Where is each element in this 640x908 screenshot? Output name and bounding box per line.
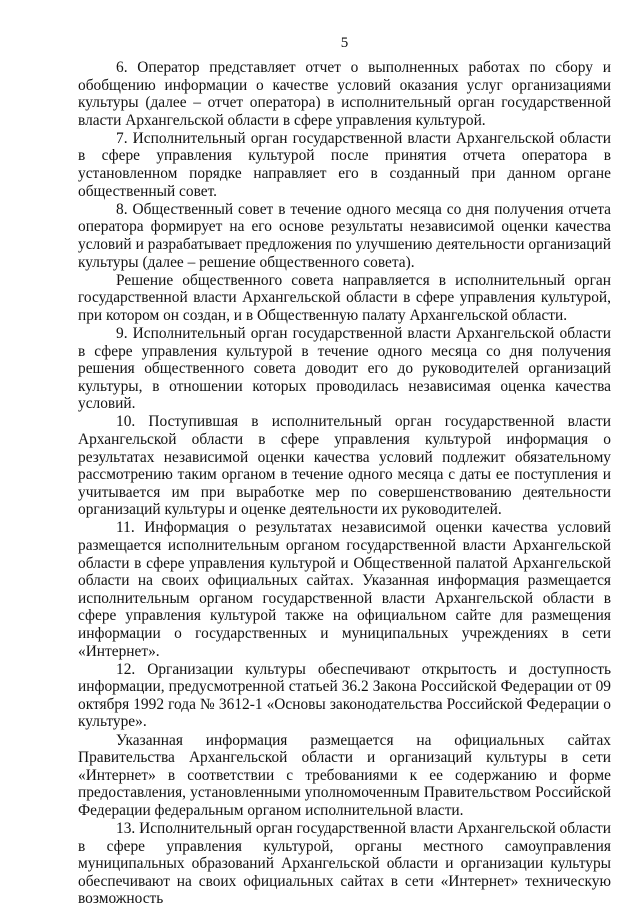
paragraph-6: 6. Оператор представляет отчет о выполненных работах по сбору и обобщению информации о качестве условий оказания услуг организациями культуры (далее – отчет оператора) в исполнительный орган государственной власти Архангельской области в сфере управления культурой. xyxy=(78,59,611,129)
paragraph-12: 12. Организации культуры обеспечивают открытость и доступность информации, предусмотренной статьей 36.2 Закона Российской Федерации от 09 октября 1992 года № 3612-1 «Основы законодательства Российской Федерации о культуре». xyxy=(78,660,611,731)
paragraph-7: 7. Исполнительный орган государственной власти Архангельской области в сфере управления культурой после принятия отчета оператора в установленном порядке направляет его в созданный при данном органе общественный совет. xyxy=(78,129,611,200)
paragraph-12-info: Указанная информация размещается на официальных сайтах Правительства Архангельской области и организаций культуры в сети «Интернет» в соответствии с требованиями к ее содержанию и форме предоставления, установленными уполномоченным Правительством Российской Федерации федеральным органом исполнительной власти. xyxy=(78,731,611,819)
paragraph-9: 9. Исполнительный орган государственной власти Архангельской области в сфере управления культурой в течение одного месяца со дня получения решения общественного совета доводит его до руководителей организаций культуры, в отношении которых проводилась независимая оценка качества условий. xyxy=(78,324,611,413)
paragraph-8-decision: Решение общественного совета направляется в исполнительный орган государственной власти Архангельской области в сфере управления культурой, при котором он создан, и в Общественную палату Архангельской области. xyxy=(78,271,611,324)
paragraph-10: 10. Поступившая в исполнительный орган государственной власти Архангельской области в сфере управления культурой информация о результатах независимой оценки качества условий подлежит обязательному рассмотрению таким органом в течение одного месяца с даты ее поступления и учитывается им при выработке мер по совершенствованию деятельности организаций культуры и оценке деятельности их руководителей. xyxy=(78,413,611,519)
paragraph-11: 11. Информация о результатах независимой оценки качества условий размещается исполнительным органом государственной власти Архангельской области в сфере управления культурой и Общественной палатой Архангельской области на своих официальных сайтах. Указанная информация размещается исполнительным органом государственной власти Архангельской области в сфере управления культурой также на официальном сайте для размещения информации о государственных и муниципальных учреждениях в сети «Интернет». xyxy=(78,519,611,660)
document-page xyxy=(78,34,611,908)
paragraph-13: 13. Исполнительный орган государственной власти Архангельской области в сфере управления культурой, органы местного самоуправления муниципальных образований Архангельской области и организации культуры обеспечивают на своих официальных сайтах в сети «Интернет» техническую возможность xyxy=(78,820,611,908)
paragraph-8: 8. Общественный совет в течение одного месяца со дня получения отчета оператора формирует на его основе результаты независимой оценки качества условий и разрабатывает предложения по улучшению деятельности организаций культуры (далее – решение общественного совета). xyxy=(78,200,611,271)
page-number: 5 xyxy=(340,35,349,51)
